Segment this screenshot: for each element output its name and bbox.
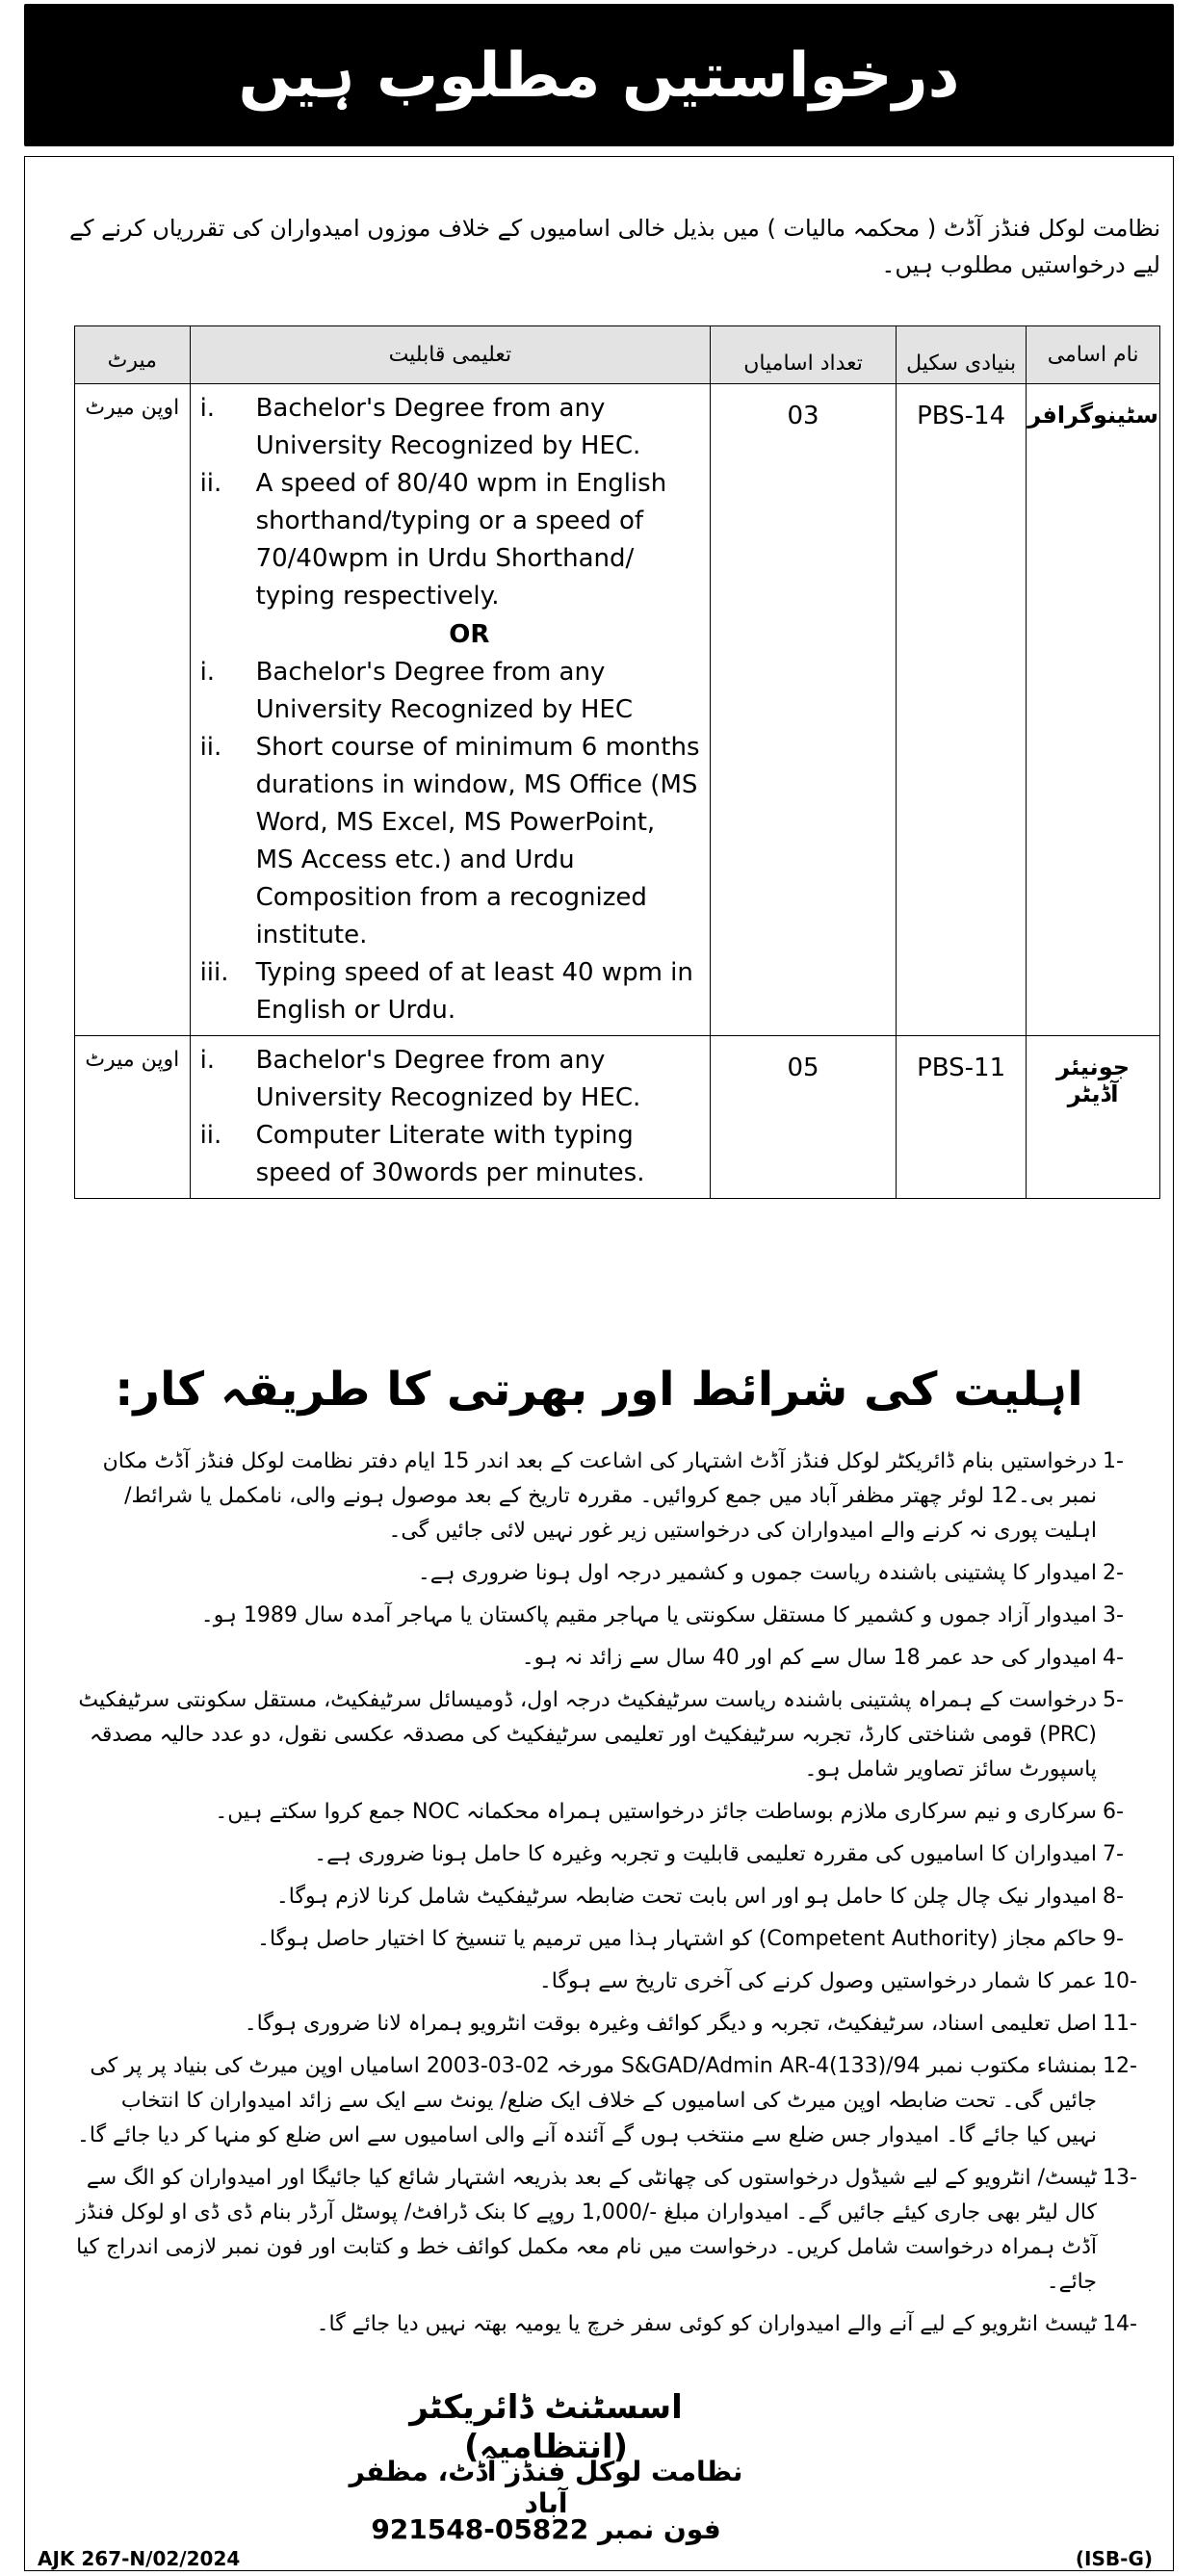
list-item [74, 1444, 1160, 1548]
or-separator: OR [449, 620, 490, 649]
term-number: 3- [1103, 1603, 1124, 1627]
item-text: A speed of 80/40 wpm in English shorthand/typing or a speed of 70/40wpm in Urdu Shorthand/ typing respectively. [255, 469, 667, 611]
term-number: 8- [1103, 1885, 1124, 1909]
qualification-cell [190, 1036, 711, 1199]
term-text: امیدوار آزاد جموں و کشمیر کا مستقل سکونتی یا مہاجر مقیم پاکستان یا مہاجر آمدہ سال 1989 ہو۔ [200, 1603, 1097, 1627]
list-item [74, 1880, 1160, 1914]
qualification-item [200, 954, 701, 1029]
list-item [74, 1556, 1160, 1591]
table-row [75, 384, 1160, 1036]
header-name: نام اسامی [1027, 326, 1160, 384]
advertisement-page [16, 0, 1182, 2576]
post-name-cell: سٹینوگرافر [1027, 384, 1160, 1036]
term-text: حاکم مجاز (Competent Authority) کو اشتہار ہذا میں ترمیم یا تنسیخ کا اختیار حاصل ہوگا۔ [257, 1927, 1097, 1951]
term-text: ٹیسٹ/ انٹرویو کے لیے شیڈول درخواستوں کی چھانٹی کے بعد بذریعہ اشتہار شائع کیا جائیگا اور امیدواران کو الگ سے کال لیٹر بھی جاری کیئے جائیں گے۔ امیدواران مبلغ -/1,000 روپے کا بنک ڈرافٹ/ پوسٹل آرڈر بنام ڈی ڈی او لوکل فنڈز آڈٹ ہمراہ درخواست شامل کریں۔ درخواست میں نام معہ مکمل کوائف خط و کتابت اور فون نمبر لازمی اندراج کیا جائے۔ [76, 2166, 1097, 2294]
merit-cell: اوپن میرٹ [75, 1036, 191, 1199]
term-number: 14- [1103, 2312, 1137, 2336]
term-text: درخواست کے ہمراہ پشتینی باشندہ ریاست سرٹیفکیٹ درجہ اول، ڈومیسائل سرٹیفکیٹ، مستقل سکونتی سرٹیفکیٹ (PRC) قومی شناختی کارڈ، تجربہ سرٹیفکیٹ اور تعلیمی سرٹیفکیٹ کی مصدقہ عکسی نقول، دو عدد حالیہ مصدقہ پاسپورٹ سائز تصاویر شامل ہو۔ [78, 1688, 1097, 1782]
term-number: 12- [1103, 2054, 1137, 2078]
post-name-cell: جونیئر آڈیٹر [1027, 1036, 1160, 1199]
term-number: 6- [1103, 1800, 1124, 1824]
item-text: Bachelor's Degree from any University Recognized by HEC. [255, 394, 641, 460]
term-text: اصل تعلیمی اسناد، سرٹیفکیٹ، تجربہ و دیگر کوائف وغیرہ بوقت انٹرویو ہمراہ لانا ضروری ہوگا۔ [244, 2012, 1097, 2036]
term-number: 9- [1103, 1927, 1124, 1951]
intro-paragraph: نظامت لوکل فنڈز آڈٹ ( محکمہ مالیات ) میں بذیل خالی اسامیوں کے خلاف موزوں امیدواران کی تقرریاں کرنے کے لیے درخواستیں مطلوب ہیں۔ [69, 215, 1160, 278]
header-merit: میرٹ [75, 326, 191, 384]
item-number: ii. [199, 469, 222, 498]
section-title: اہلیت کی شرائط اور بھرتی کا طریقہ کار: [115, 1363, 1083, 1417]
item-text: Typing speed of at least 40 wpm in English or Urdu. [255, 958, 693, 1025]
item-number: ii. [199, 733, 222, 762]
header-scale: بنیادی سکیل [896, 326, 1026, 384]
list-item [74, 1965, 1160, 1999]
qualification-item [200, 729, 701, 954]
item-text: Short course of minimum 6 months durations in window, MS Office (MS Word, MS Excel, MS PowerPoint, MS Access etc.) and Urdu Composition from a recognized institute. [255, 733, 700, 950]
list-item [74, 1683, 1160, 1787]
term-number: 7- [1103, 1842, 1124, 1866]
list-item [74, 2007, 1160, 2042]
term-text: ٹیسٹ انٹرویو کے لیے آنے والے امیدواران کو کوئی سفر خرچ یا یومیہ بھتہ نہیں دیا جائے گا۔ [316, 2312, 1097, 2336]
qualification-item [200, 1117, 701, 1192]
qualification-item [200, 465, 701, 615]
term-text: درخواستیں بنام ڈائریکٹر لوکل فنڈز آڈٹ اشتہار کی اشاعت کے بعد اندر 15 ایام دفتر نظامت لوکل فنڈز آڈٹ مکان نمبر بی۔12 لوئر چھتر مظفر آباد میں جمع کروائیں۔ مقررہ تاریخ کے بعد موصول ہونے والی، نامکمل یا شرائط/ اہلیت پوری نہ کرنے والے امیدواران کی درخواستیں زیر غور نہیں لائی جائیں گی۔ [102, 1449, 1097, 1543]
qualification-cell [190, 384, 711, 1036]
banner-title: درخواستیں مطلوب ہیں [24, 4, 1174, 146]
signatory-office: نظامت لوکل فنڈز آڈٹ، مظفر آباد [349, 2456, 743, 2519]
agency-code: (ISB-G) [1075, 2547, 1153, 2570]
term-text: بمنشاء مکتوب نمبر S&GAD/Admin AR-4(133)/94 مورخہ 02-03-2003 اسامیاں اوپن میرٹ کی بنیاد پر پر کی جائیں گی۔ تحت ضابطہ اوپن میرٹ کی اسامیوں کے خلاف ایک ضلع/ یونٹ سے ایک سے زائد امیدواران کا انتخاب نہیں کیا جائے گا۔ امیدوار جس ضلع سے منتخب ہوں گے آئندہ آنے والی اسامیوں سے اس ضلع کو منہا کر دیا جائے گا۔ [76, 2054, 1097, 2147]
scale-cell: PBS-14 [896, 384, 1026, 1036]
header-qualification: تعلیمی قابلیت [190, 326, 711, 384]
table-header-row [75, 326, 1160, 384]
term-number: 11- [1103, 2012, 1137, 2036]
terms-list [74, 1444, 1160, 2350]
item-number: i. [199, 658, 216, 687]
term-text: سرکاری و نیم سرکاری ملازم بوساطت جائز درخواستیں ہمراہ محکمانہ NOC جمع کروا سکتے ہیں۔ [215, 1800, 1097, 1824]
term-number: 2- [1103, 1561, 1124, 1585]
vacancy-table [74, 325, 1160, 1199]
table-row [75, 1036, 1160, 1199]
term-text: امیدوار کی حد عمر 18 سال سے کم اور 40 سال سے زائد نہ ہو۔ [521, 1646, 1097, 1670]
term-number: 1- [1103, 1449, 1124, 1473]
qualification-item [200, 1042, 701, 1117]
term-text: امیدوار نیک چال چلن کا حامل ہو اور اس بابت تحت ضابطہ سرٹیفکیٹ شامل کرنا لازم ہوگا۔ [275, 1885, 1097, 1909]
item-text: Computer Literate with typing speed of 30words per minutes. [255, 1121, 645, 1187]
list-item [74, 1599, 1160, 1633]
term-text: امیدوار کا پشتینی باشندہ ریاست جموں و کشمیر درجہ اول ہونا ضروری ہے۔ [417, 1561, 1097, 1585]
list-item [74, 2049, 1160, 2153]
posts-cell: 03 [711, 384, 897, 1036]
term-number: 13- [1103, 2166, 1137, 2190]
posts-cell: 05 [711, 1036, 897, 1199]
term-text: امیدواران کا اسامیوں کی مقررہ تعلیمی قابلیت و تجربہ وغیرہ کا حامل ہونا ضروری ہے۔ [314, 1842, 1097, 1866]
scale-cell: PBS-11 [896, 1036, 1026, 1199]
header-posts: تعداد اسامیاں [711, 326, 897, 384]
list-item [74, 1641, 1160, 1676]
qualification-item [200, 654, 701, 729]
signatory-title: اسسٹنٹ ڈائریکٹر (انتظامیہ) [409, 2388, 683, 2466]
merit-cell: اوپن میرٹ [75, 384, 191, 1036]
term-number: 5- [1103, 1688, 1124, 1712]
item-number: ii. [199, 1121, 222, 1150]
list-item [74, 1795, 1160, 1830]
list-item [74, 1922, 1160, 1957]
item-text: Bachelor's Degree from any University Recognized by HEC. [255, 1046, 641, 1112]
item-number: iii. [199, 958, 229, 987]
term-number: 10- [1103, 1969, 1137, 1993]
list-item [74, 1837, 1160, 1872]
item-number: i. [199, 394, 216, 423]
qualification-item [200, 390, 701, 465]
item-number: i. [199, 1046, 216, 1075]
list-item [74, 2307, 1160, 2342]
item-text: Bachelor's Degree from any University Recognized by HEC [255, 658, 633, 724]
term-text: عمر کا شمار درخواستیں وصول کرنے کی آخری تاریخ سے ہوگا۔ [538, 1969, 1097, 1993]
phone-number: فون نمبر 05822-921548 [371, 2513, 721, 2545]
list-item [74, 2161, 1160, 2300]
ad-reference: AJK 267-N/02/2024 [38, 2547, 241, 2570]
term-number: 4- [1103, 1646, 1124, 1670]
